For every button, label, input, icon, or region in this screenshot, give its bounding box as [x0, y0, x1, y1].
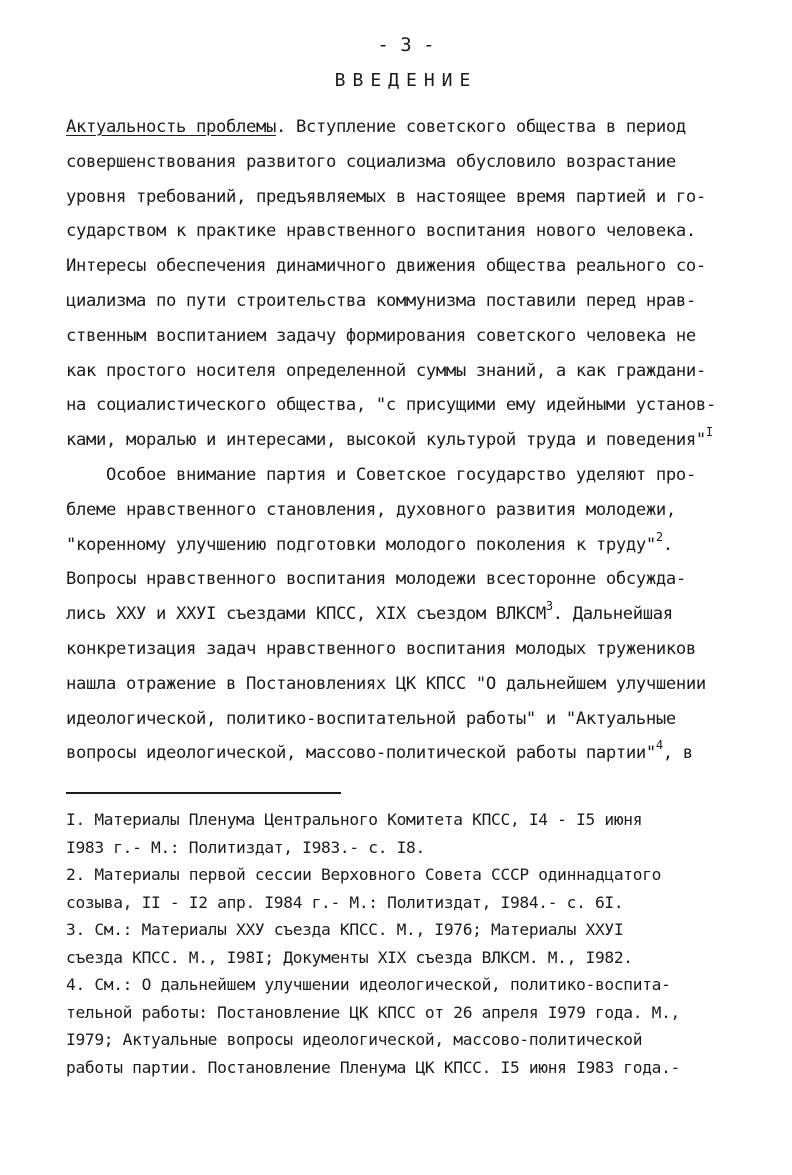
underlined-label: Актуальность проблемы	[66, 117, 276, 137]
page-number: - 3 -	[377, 34, 435, 56]
text-line: циализма по пути строительства коммунизма поставили перед нрав-	[66, 290, 696, 311]
footnote-line: 4. См.: О дальнейшем улучшении идеологической, политико-воспита-	[66, 975, 671, 994]
text-line: Интересы обеспечения динамичного движения общества реального со-	[66, 256, 706, 277]
text-line: блеме нравственного становления, духовного развития молодежи,	[66, 499, 676, 520]
text-line: ками, моралью и интересами, высокой культурой труда и поведения"$^I$	[66, 425, 713, 451]
text-line: конкретизация задач нравственного воспитания молодых тружеников	[66, 638, 696, 659]
text-line: нашла отражение в Постановлениях ЦК КПСС "О дальнейшем улучшении	[66, 673, 706, 694]
footnote-ref-1: I	[705, 425, 713, 440]
text-line: Вопросы нравственного воспитания молодежи всесторонне обсужда-	[66, 569, 686, 590]
text-line: ственным воспитанием задачу формирования советского человека не	[66, 325, 696, 346]
main-text	[66, 110, 756, 771]
text-line: как простого носителя определенной суммы знаний, а как граждани-	[66, 360, 706, 381]
text-line: "коренному улучшению подготовки молодого поколения к труду"$^2$.	[66, 529, 673, 555]
footnote-divider	[66, 792, 341, 794]
text-line: идеологической, политико-воспитательной работы" и "Актуальные	[66, 708, 676, 729]
footnote-ref-4: 4	[655, 738, 663, 753]
text-line: лись ХХУ и ХХУI съездами КПСС, XIX съездом ВЛКСМ$^3$. Дальнейшая	[66, 599, 673, 625]
footnote-line: тельной работы: Постановление ЦК КПСС от 26 апреля I979 года. М.,	[66, 1002, 680, 1022]
footnote-line: I979; Актуальные вопросы идеологической, массово-политической	[66, 1030, 643, 1049]
footnote-line: работы партии. Постановление Пленума ЦК КПСС. I5 июня I983 года.-	[66, 1057, 680, 1077]
footnote-line: созыва, II - I2 апр. I984 г.- М.: Политиздат, I984.- с. 6I.	[66, 892, 624, 912]
section-heading: ВВЕДЕНИЕ	[334, 70, 478, 91]
text-line: на социалистического общества, "с присущими ему идейными установ-	[66, 395, 716, 416]
text-line: уровня требований, предъявляемых в настоящее время партией и го-	[66, 186, 706, 207]
text-line: сударством к практике нравственного воспитания нового человека.	[66, 221, 696, 242]
footnote-line: I983 г.- М.: Политиздат, I983.- с. I8.	[66, 837, 425, 857]
text-line: Актуальность проблемы. Вступление советского общества в период	[66, 117, 686, 137]
footnotes	[66, 806, 756, 1081]
footnote-line: 2. Материалы первой сессии Верховного Совета СССР одиннадцатого	[66, 865, 662, 884]
footnote-line: съезда КПСС. М., I98I; Документы XIX съезда ВЛКСМ. М., I982.	[66, 947, 633, 967]
footnote-ref-2: 2	[655, 529, 663, 544]
text-line: Особое внимание партия и Советское государство уделяют про-	[66, 464, 696, 485]
footnote-ref-3: 3	[545, 599, 553, 614]
footnote-line: I. Материалы Пленума Центрального Комитета КПСС, I4 - I5 июня	[66, 810, 643, 829]
footnote-line: 3. См.: Материалы ХХУ съезда КПСС. М., I976; Материалы ХХУI	[66, 920, 624, 939]
text-line: вопросы идеологической, массово-политической работы партии"$^4$, в	[66, 738, 693, 764]
text-line: совершенствования развитого социализма обусловило возрастание	[66, 151, 676, 172]
